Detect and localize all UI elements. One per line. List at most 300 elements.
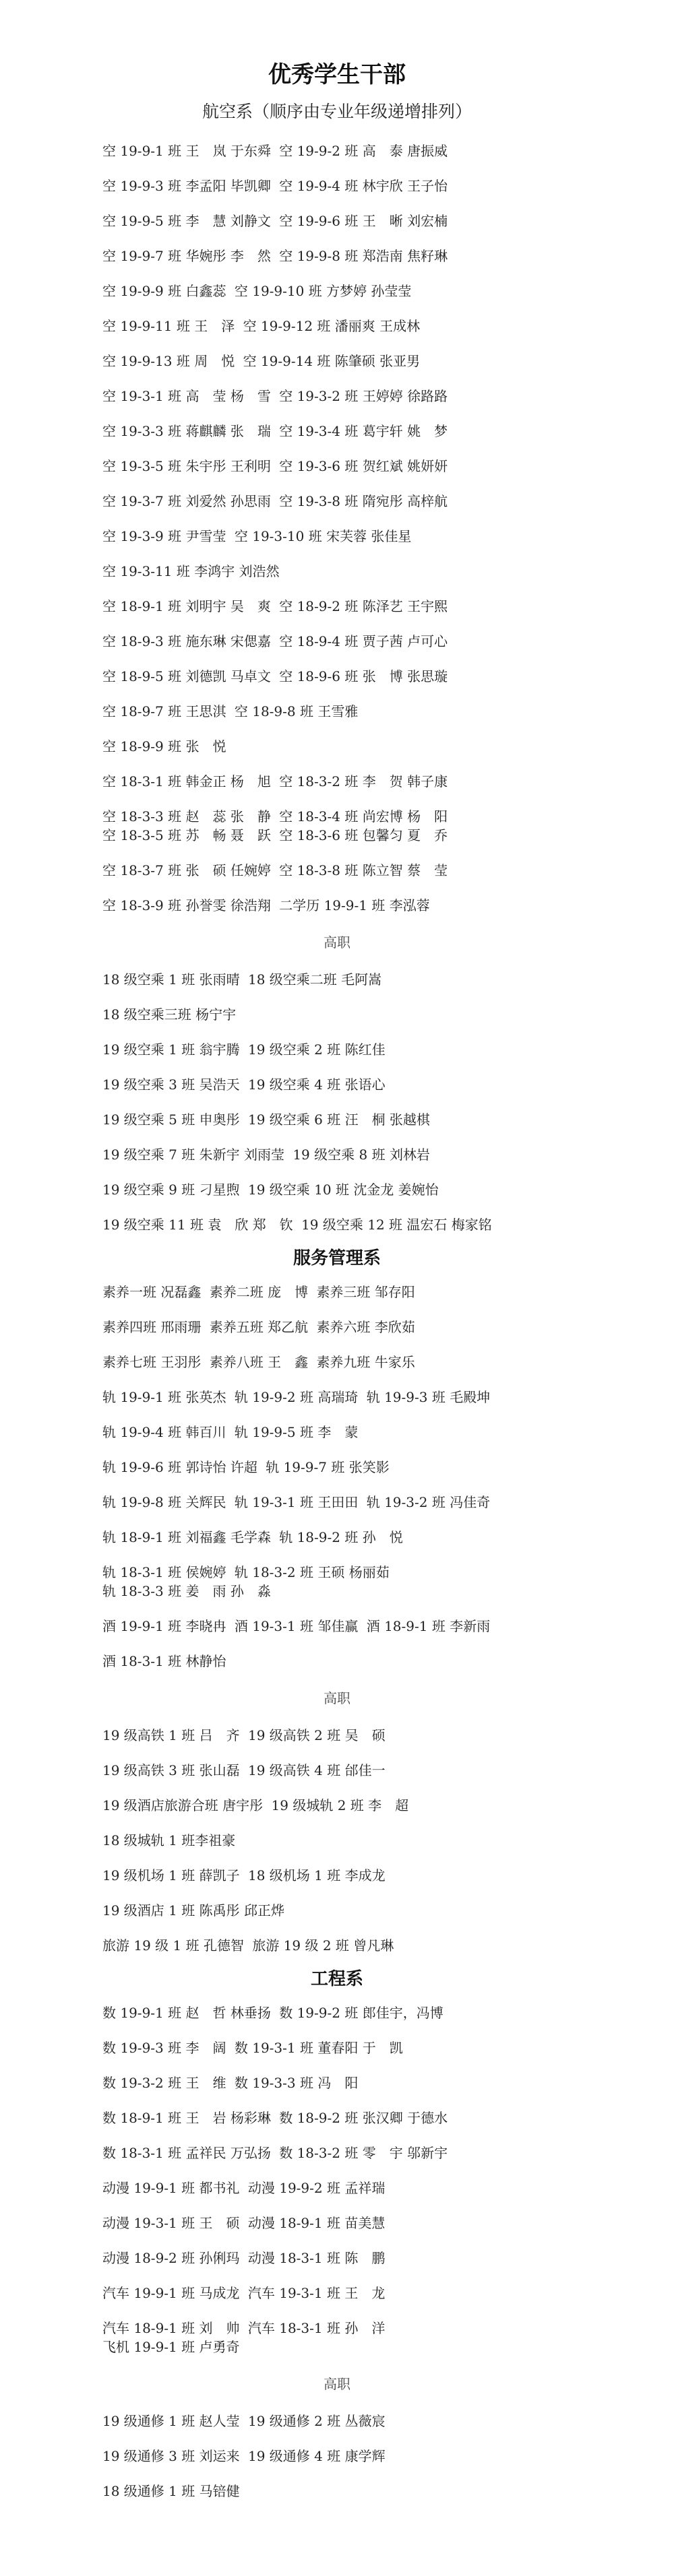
entry-group: [0, 133, 674, 923]
list-item: [0, 484, 674, 519]
entry-line: [102, 422, 674, 441]
student-names: 王羽彤: [160, 1354, 202, 1370]
entry-line: [102, 1528, 674, 1547]
entry-line: [102, 2482, 674, 2501]
entry-group: [0, 2364, 674, 2509]
class-name: 空 18-9-3 班: [102, 633, 182, 649]
entry-line: [102, 492, 674, 511]
list-item: [0, 2276, 674, 2311]
list-item: [0, 344, 674, 379]
class-name: 空 19-3-11 班: [102, 563, 190, 579]
student-names: 王 岩 杨彩琳: [185, 2110, 271, 2126]
entry-line: [102, 1761, 674, 1780]
list-item: [0, 554, 674, 589]
student-names: 韩金正 杨 旭: [185, 773, 271, 790]
class-name: 19 级空乘 2 班: [247, 1041, 341, 1058]
class-name: 空 18-3-2 班: [279, 773, 359, 790]
student-names: 李新雨: [450, 1618, 491, 1634]
list-item: [0, 2135, 674, 2170]
class-name: 19 级通修 1 班: [102, 2413, 195, 2429]
section: [0, 1242, 674, 1963]
student-names: 翁宇腾: [199, 1041, 240, 1058]
class-name: 酒 18-3-1 班: [102, 1653, 182, 1669]
entry-line: [102, 1831, 674, 1850]
class-name: 旅游 19 级 1 班: [102, 1937, 200, 1954]
student-names: 张山磊: [199, 1762, 240, 1778]
section: [0, 1963, 674, 2509]
student-names: 刘德凯 马卓文: [185, 668, 271, 684]
student-names: 朱宇彤 王利明: [185, 458, 271, 474]
student-names: 王雪雅: [317, 703, 359, 719]
class-name: 空 18-9-1 班: [102, 598, 182, 614]
student-names: 王婷婷 徐路路: [362, 388, 448, 404]
class-name: 空 19-9-1 班: [102, 143, 182, 159]
student-names: 贺红斌 姚妍妍: [362, 458, 448, 474]
student-names: 王硕 杨丽茹: [317, 1564, 390, 1580]
list-item: [0, 2241, 674, 2276]
class-name: 19 级高铁 3 班: [102, 1762, 195, 1778]
entry-line: [102, 2179, 674, 2197]
list-item: [0, 659, 674, 694]
student-names: 冯 阳: [317, 2075, 359, 2091]
class-name: 空 19-3-10 班: [234, 528, 322, 544]
entry-line: [102, 597, 674, 616]
student-names: 汪 桐 张越棋: [344, 1112, 430, 1128]
list-item: [0, 1172, 674, 1207]
student-names: 包馨匀 夏 乔: [362, 827, 448, 843]
class-name: 素养四班: [102, 1319, 156, 1335]
student-names: 蒋麒麟 张 瑞: [185, 423, 271, 439]
entry-line: [102, 2144, 674, 2162]
class-name: 19 级空乘 9 班: [102, 1182, 195, 1198]
class-name: 空 19-3-3 班: [102, 423, 182, 439]
class-name: 19 级高铁 2 班: [247, 1727, 341, 1743]
student-names: 高瑞琦: [317, 1389, 359, 1405]
list-item: [0, 1102, 674, 1137]
class-name: 空 19-3-2 班: [279, 388, 359, 404]
entry-line: [102, 1423, 674, 1442]
class-name: 空 18-3-6 班: [279, 827, 359, 843]
class-name: 轨 19-9-7 班: [266, 1459, 345, 1475]
class-name: 19 级通修 3 班: [102, 2448, 195, 2464]
list-item: [0, 2065, 674, 2100]
student-names: 贾子茜 卢可心: [362, 633, 448, 649]
student-names: 周 悦: [194, 353, 235, 369]
entry-line: [102, 1493, 674, 1512]
entry-line: [102, 562, 674, 581]
section-heading: 航空系（顺序由专业年级递增排列）: [202, 102, 472, 121]
student-names: 庞 博: [268, 1284, 309, 1300]
student-names: 陈 鹏: [344, 2250, 386, 2266]
student-names: 刘运来: [199, 2448, 240, 2464]
class-name: 素养八班: [209, 1354, 264, 1370]
class-name: 空 19-3-6 班: [279, 458, 359, 474]
class-name: 空 18-9-5 班: [102, 668, 182, 684]
class-name: 19 级酒店旅游合班: [102, 1797, 218, 1813]
class-name: 空 19-3-9 班: [102, 528, 182, 544]
class-name: 动漫 18-3-1 班: [247, 2250, 340, 2266]
entry-line: [102, 1796, 674, 1815]
class-name: 空 18-9-8 班: [234, 703, 313, 719]
student-names: 零 宇 邬新宇: [362, 2145, 448, 2161]
list-item: [0, 238, 674, 273]
list-item: [0, 1555, 674, 1609]
class-name: 轨 18-3-1 班: [102, 1564, 182, 1580]
student-names: 孙誉雯 徐浩翔: [185, 897, 271, 913]
list-item: [0, 1032, 674, 1067]
list-item: [0, 309, 674, 344]
entry-line: [102, 2214, 674, 2232]
list-item: [0, 1788, 674, 1823]
list-item: [0, 1753, 674, 1788]
class-name: 19 级酒店 1 班: [102, 1902, 195, 1919]
class-name: 素养五班: [209, 1319, 264, 1335]
student-names: 王 晰 刘宏楠: [362, 213, 448, 229]
list-item: [0, 1137, 674, 1172]
student-names: 马成龙: [199, 2285, 240, 2301]
student-names: 刁星煦: [199, 1182, 240, 1198]
student-names: 杨宁宇: [195, 1006, 237, 1023]
student-names: 侯婉婷: [185, 1564, 226, 1580]
class-name: 空 18-3-5 班: [102, 827, 182, 843]
entry-line: [102, 1145, 674, 1164]
student-names: 潘丽爽 王成林: [334, 318, 421, 334]
entry-line: [102, 807, 674, 826]
list-item: [0, 1609, 674, 1644]
class-name: 19 级高铁 4 班: [247, 1762, 341, 1778]
student-names: 吴 硕: [344, 1727, 386, 1743]
student-names: 孟祥瑞: [344, 2180, 386, 2196]
student-names: 张笑影: [348, 1459, 390, 1475]
student-names: 张雨晴: [199, 971, 240, 988]
entry-line: [102, 2038, 674, 2057]
class-name: 空 19-3-5 班: [102, 458, 182, 474]
student-names: 陈禹彤 邱正烨: [199, 1902, 284, 1919]
student-names: 孔德智: [203, 1937, 244, 1954]
list-item: [0, 1207, 674, 1242]
entry-line: [102, 1005, 674, 1024]
class-name: 素养三班: [316, 1284, 371, 1300]
entry-line: [102, 282, 674, 300]
entry-line: [102, 970, 674, 989]
student-names: 刘明宇 吴 爽: [185, 598, 271, 614]
list-item: [0, 853, 674, 888]
class-name: 19 级空乘 8 班: [293, 1147, 386, 1163]
student-names: 郑浩南 焦籽琳: [362, 248, 448, 264]
student-names: 苗美慧: [344, 2215, 386, 2231]
entry-line: [102, 2073, 674, 2092]
class-name: 空 19-9-14 班: [243, 353, 331, 369]
class-name: 空 18-3-4 班: [279, 808, 359, 825]
class-name: 19 级空乘 10 班: [247, 1182, 349, 1198]
entry-line: [102, 317, 674, 335]
class-name: 19 级空乘 1 班: [102, 1041, 195, 1058]
list-item: [0, 694, 674, 729]
class-name: 酒 18-9-1 班: [366, 1618, 446, 1634]
class-name: 轨 18-3-2 班: [234, 1564, 313, 1580]
class-name: 空 19-9-8 班: [279, 248, 359, 264]
list-item: [0, 168, 674, 203]
entry-group: [0, 1995, 674, 2364]
class-name: 空 18-9-4 班: [279, 633, 359, 649]
class-name: 18 级城轨 1 班李祖豪: [102, 1832, 236, 1848]
list-item: [0, 2311, 674, 2364]
entry-line: [102, 826, 674, 845]
class-name: 空 18-3-8 班: [279, 862, 359, 878]
student-names: 王 岚 于东舜: [185, 143, 271, 159]
class-name: 汽车 18-9-1 班: [102, 2320, 195, 2336]
class-name: 19 级通修 4 班: [247, 2448, 341, 2464]
student-names: 孙俐玛: [199, 2250, 240, 2266]
student-names: 白鑫蕊: [185, 283, 226, 299]
class-name: 动漫 19-9-2 班: [247, 2180, 340, 2196]
list-item: [0, 997, 674, 1032]
student-names: 葛宇轩 姚 梦: [362, 423, 448, 439]
class-name: 数 18-3-1 班: [102, 2145, 182, 2161]
entry-line: [102, 2338, 674, 2356]
student-names: 李成龙: [344, 1867, 386, 1883]
entry-line: [102, 1563, 674, 1582]
student-names: 陈肇硕 张亚男: [334, 353, 421, 369]
list-item: [0, 624, 674, 659]
entry-line: [102, 632, 674, 651]
list-item: [0, 519, 674, 554]
class-name: 18 级通修 1 班: [102, 2483, 195, 2499]
entry-line: [102, 2284, 674, 2303]
student-names: 韩百川: [185, 1424, 226, 1440]
class-name: 19 级机场 1 班: [102, 1867, 195, 1883]
entry-line: [102, 352, 674, 371]
class-name: 18 级空乘二班: [247, 971, 337, 988]
student-names: 王思淇: [185, 703, 226, 719]
class-name: 轨 19-3-2 班: [366, 1494, 446, 1510]
class-name: 素养六班: [316, 1319, 371, 1335]
class-name: 飞机 19-9-1 班: [102, 2339, 195, 2355]
class-name: 19 级通修 2 班: [247, 2413, 341, 2429]
entry-line: [102, 1215, 674, 1234]
student-names: 牛家乐: [374, 1354, 415, 1370]
student-names: 张 硕 任婉婷: [185, 862, 271, 878]
class-name: 19 级空乘 5 班: [102, 1112, 195, 1128]
entry-line: [102, 1180, 674, 1199]
class-name: 空 19-3-7 班: [102, 493, 182, 509]
class-name: 素养九班: [316, 1354, 371, 1370]
class-name: 空 19-9-9 班: [102, 283, 182, 299]
student-names: 施东琳 宋偲嘉: [185, 633, 271, 649]
class-name: 素养七班: [102, 1354, 156, 1370]
student-names: 李欣茹: [374, 1319, 415, 1335]
class-name: 动漫 18-9-2 班: [102, 2250, 195, 2266]
entry-line: [102, 1075, 674, 1094]
student-names: 丛薇宸: [344, 2413, 386, 2429]
list-item: [0, 888, 674, 923]
class-name: 空 19-9-5 班: [102, 213, 182, 229]
list-item: [0, 1823, 674, 1858]
student-names: 姜 雨 孙 淼: [185, 1583, 271, 1599]
class-name: 酒 19-9-1 班: [102, 1618, 182, 1634]
class-name: 汽车 19-3-1 班: [247, 2285, 340, 2301]
student-names: 王 维: [185, 2075, 226, 2091]
class-name: 19 级空乘 4 班: [247, 1076, 341, 1093]
list-item: [0, 2404, 674, 2439]
class-name: 轨 19-3-1 班: [234, 1494, 313, 1510]
class-name: 素养二班: [209, 1284, 264, 1300]
student-names: 马锫健: [199, 2483, 240, 2499]
student-names: 张语心: [344, 1076, 386, 1093]
entry-line: [102, 141, 674, 160]
class-name: 素养一班: [102, 1284, 156, 1300]
student-names: 尚宏博 杨 阳: [362, 808, 448, 825]
student-names: 李泓蓉: [389, 897, 430, 913]
entry-line: [102, 1283, 674, 1301]
class-name: 轨 19-9-3 班: [366, 1389, 446, 1405]
class-name: 18 级空乘 1 班: [102, 971, 195, 988]
entry-line: [102, 1726, 674, 1745]
list-item: [0, 1275, 674, 1310]
list-item: [0, 449, 674, 484]
class-name: 空 18-9-2 班: [279, 598, 359, 614]
student-names: 苏 畅 聂 跃: [185, 827, 271, 843]
entry-line: [102, 1652, 674, 1671]
entry-line: [102, 896, 674, 915]
class-name: 空 19-3-1 班: [102, 388, 182, 404]
list-item: [0, 1415, 674, 1450]
list-item: [0, 414, 674, 449]
class-name: 二学历 19-9-1 班: [279, 897, 386, 913]
student-names: 冯佳奇: [450, 1494, 491, 1510]
student-names: 邹存阳: [374, 1284, 415, 1300]
entry-line: [102, 1901, 674, 1920]
entry-line: [102, 2447, 674, 2466]
entry-line: [102, 2249, 674, 2267]
class-name: 轨 18-9-2 班: [279, 1529, 359, 1545]
list-item: [0, 1858, 674, 1893]
student-names: 曾凡琳: [353, 1937, 394, 1954]
class-name: 轨 19-9-1 班: [102, 1389, 182, 1405]
class-name: 轨 19-9-8 班: [102, 1494, 182, 1510]
list-item: [0, 1893, 674, 1928]
list-item: [0, 1644, 674, 1679]
class-name: 数 19-9-3 班: [102, 2040, 182, 2056]
student-names: 赵 蕊 张 静: [185, 808, 271, 825]
entry-line: [102, 737, 674, 756]
list-item: [0, 1485, 674, 1520]
student-names: 张英杰: [185, 1389, 226, 1405]
entry-line: [102, 1582, 674, 1601]
student-names: 刘林岩: [389, 1147, 430, 1163]
list-item: [0, 1380, 674, 1415]
student-names: 高 泰 唐振威: [362, 143, 448, 159]
student-names: 温宏石 梅家铭: [406, 1217, 492, 1233]
class-name: 空 18-9-6 班: [279, 668, 359, 684]
class-name: 轨 19-9-2 班: [234, 1389, 313, 1405]
entry-line: [102, 1388, 674, 1407]
class-name: 轨 19-9-5 班: [234, 1424, 313, 1440]
entry-line: [102, 1936, 674, 1955]
list-item: [0, 2100, 674, 2135]
entry-line: [102, 861, 674, 880]
student-names: 李 蒙: [317, 1424, 359, 1440]
class-name: 空 18-3-1 班: [102, 773, 182, 790]
student-names: 薛凯子: [199, 1867, 240, 1883]
student-names: 邰佳一: [344, 1762, 386, 1778]
sub-heading: 高职: [324, 2376, 350, 2392]
list-item: [0, 1718, 674, 1753]
list-item: [0, 203, 674, 238]
student-names: 孙 悦: [362, 1529, 403, 1545]
student-names: 王 泽: [194, 318, 235, 334]
class-name: 轨 18-3-3 班: [102, 1583, 182, 1599]
entry-line: [102, 772, 674, 791]
class-name: 空 18-3-7 班: [102, 862, 182, 878]
entry-line: [102, 702, 674, 721]
list-item: [0, 1345, 674, 1380]
entry-line: [102, 1110, 674, 1129]
student-names: 董春阳 于 凯: [317, 2040, 403, 2056]
class-name: 数 19-9-2 班: [279, 2005, 359, 2021]
entry-line: [102, 2319, 674, 2338]
list-item: [0, 799, 674, 853]
class-name: 空 19-9-7 班: [102, 248, 182, 264]
student-names: 张 悦: [185, 738, 226, 754]
student-names: 关辉民: [185, 1494, 226, 1510]
entry-line: [102, 2108, 674, 2127]
class-name: 空 19-3-4 班: [279, 423, 359, 439]
class-name: 动漫 18-9-1 班: [247, 2215, 340, 2231]
student-names: 毛阿嵩: [341, 971, 382, 988]
section-heading: 工程系: [310, 1969, 363, 1989]
student-names: 陈红佳: [344, 1041, 386, 1058]
student-names: 刘爱然 孙思雨: [185, 493, 271, 509]
list-item: [0, 962, 674, 997]
class-name: 动漫 19-3-1 班: [102, 2215, 195, 2231]
student-names: 方梦婷 孙莹莹: [326, 283, 412, 299]
student-names: 王 龙: [344, 2285, 386, 2301]
class-name: 18 级机场 1 班: [247, 1867, 341, 1883]
student-names: 孙 洋: [344, 2320, 386, 2336]
document: [0, 54, 674, 2509]
student-names: 孟祥民 万弘扬: [185, 2145, 271, 2161]
section-heading: 服务管理系: [293, 1248, 381, 1268]
student-names: 李 阔: [185, 2040, 226, 2056]
class-name: 数 18-9-1 班: [102, 2110, 182, 2126]
entry-group: [0, 923, 674, 1242]
student-names: 唐宇彤: [222, 1797, 264, 1813]
student-names: 李 贺 韩子康: [362, 773, 448, 790]
entry-line: [102, 1866, 674, 1885]
class-name: 空 18-3-9 班: [102, 897, 182, 913]
student-names: 吕 齐: [199, 1727, 240, 1743]
list-item: [0, 273, 674, 309]
class-name: 数 19-3-1 班: [234, 2040, 313, 2056]
student-names: 华婉彤 李 然: [185, 248, 271, 264]
class-name: 18 级空乘三班: [102, 1006, 191, 1023]
student-names: 邢雨珊: [160, 1319, 202, 1335]
list-item: [0, 2170, 674, 2205]
class-name: 空 18-3-3 班: [102, 808, 182, 825]
list-item: [0, 2030, 674, 2065]
student-names: 郑乙航: [268, 1319, 309, 1335]
class-name: 空 19-9-12 班: [243, 318, 331, 334]
list-item: [0, 379, 674, 414]
list-item: [0, 2439, 674, 2474]
entry-group: [0, 1275, 674, 1679]
student-names: 卢勇奇: [199, 2339, 240, 2355]
class-name: 汽车 19-9-1 班: [102, 2285, 195, 2301]
student-names: 申奥彤: [199, 1112, 240, 1128]
section: [0, 96, 674, 1242]
student-names: 李 慧 刘静文: [185, 213, 271, 229]
